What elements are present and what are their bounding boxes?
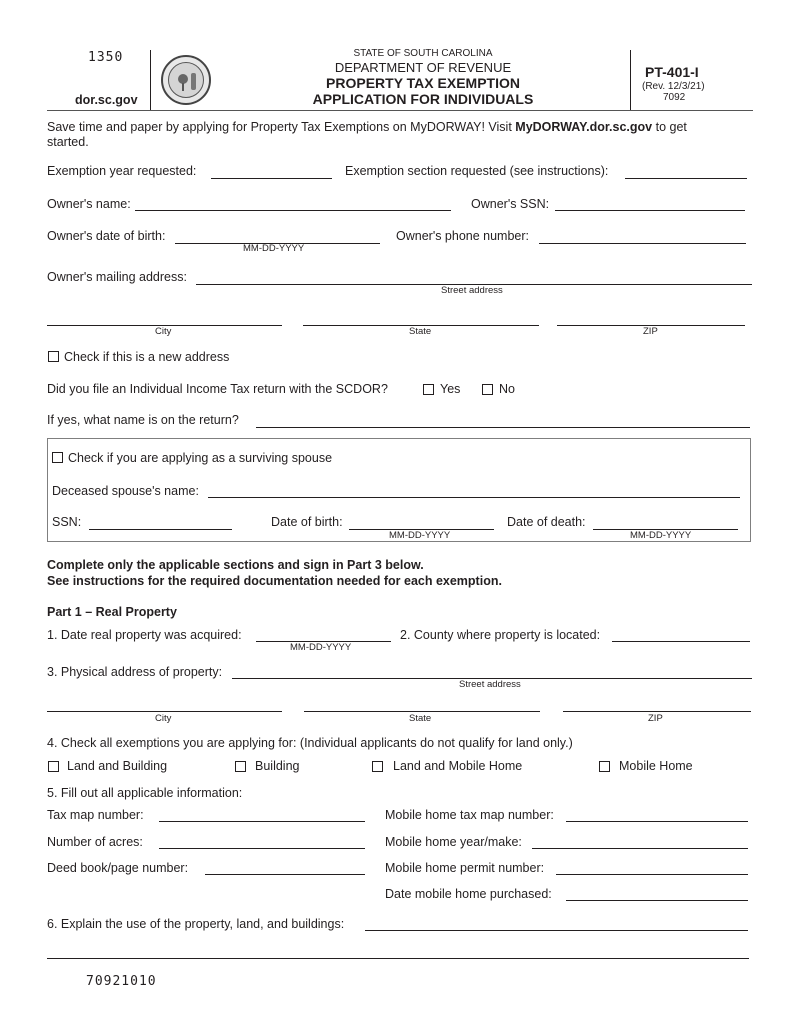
q5-label: 5. Fill out all applicable information:: [47, 786, 243, 800]
spouse-ssn-field[interactable]: [89, 529, 232, 530]
mh-year-field[interactable]: [532, 848, 748, 849]
spouse-dob-hint: MM-DD-YYYY: [389, 530, 451, 541]
q3-street-hint: Street address: [459, 679, 521, 690]
q3-state-field[interactable]: [304, 711, 540, 712]
q3-zip-hint: ZIP: [648, 713, 663, 724]
q3-city-hint: City: [155, 713, 172, 724]
mh-permit-label: Mobile home permit number:: [385, 861, 545, 875]
income-tax-no-checkbox[interactable]: [482, 384, 493, 395]
income-tax-yes-label: Yes: [440, 382, 461, 396]
mydorway-link[interactable]: MyDORWAY.dor.sc.gov: [515, 120, 653, 134]
form-title-line2: APPLICATION FOR INDIVIDUALS: [312, 91, 534, 107]
q3-label: 3. Physical address of property:: [47, 665, 223, 679]
owner-phone-field[interactable]: [539, 243, 746, 244]
building-checkbox[interactable]: [235, 761, 246, 772]
mh-purchased-field[interactable]: [566, 900, 748, 901]
mobile-home-label: Mobile Home: [619, 759, 693, 773]
owner-mailing-label: Owner's mailing address:: [47, 270, 187, 284]
mobile-home-checkbox[interactable]: [599, 761, 610, 772]
deceased-name-label: Deceased spouse's name:: [52, 484, 199, 498]
return-name-label: If yes, what name is on the return?: [47, 413, 239, 427]
header-divider-right: [630, 50, 631, 110]
part1-title: Part 1 – Real Property: [47, 605, 177, 619]
owner-dob-label: Owner's date of birth:: [47, 229, 166, 243]
form-code-bottom: 70921010: [86, 974, 157, 989]
owner-state-hint: State: [409, 326, 432, 337]
intro-text-before: Save time and paper by applying for Property Tax Exemptions on MyDORWAY! Visit: [47, 120, 516, 134]
intro-text: [47, 121, 687, 134]
form-number: PT-401-I: [645, 64, 699, 80]
q3-city-field[interactable]: [47, 711, 282, 712]
form-title-line1: PROPERTY TAX EXEMPTION: [326, 75, 520, 91]
owner-dob-hint: MM-DD-YYYY: [243, 243, 305, 254]
land-and-building-checkbox[interactable]: [48, 761, 59, 772]
spouse-dod-hint: MM-DD-YYYY: [630, 530, 692, 541]
mh-purchased-label: Date mobile home purchased:: [385, 887, 552, 901]
q6-label: 6. Explain the use of the property, land, and buildings:: [47, 917, 345, 931]
owner-name-label: Owner's name:: [47, 197, 131, 211]
header-rule: [47, 110, 753, 111]
form-revision: (Rev. 12/3/21): [642, 81, 705, 92]
acres-label: Number of acres:: [47, 835, 143, 849]
state-name: STATE OF SOUTH CAROLINA: [353, 48, 493, 59]
instructions-line1: Complete only the applicable sections and sign in Part 3 below.: [47, 558, 424, 572]
exemption-year-label: Exemption year requested:: [47, 164, 197, 178]
form-id: 7092: [663, 92, 686, 103]
intro-text-after: to get: [652, 120, 687, 134]
q1-date-hint: MM-DD-YYYY: [290, 642, 352, 653]
q1-label: 1. Date real property was acquired:: [47, 628, 242, 642]
spouse-dod-label: Date of death:: [507, 515, 586, 529]
q3-zip-field[interactable]: [563, 711, 751, 712]
income-tax-question: Did you file an Individual Income Tax return with the SCDOR?: [47, 382, 388, 396]
new-address-checkbox[interactable]: [48, 351, 59, 362]
income-tax-no-label: No: [499, 382, 515, 396]
deed-field[interactable]: [205, 874, 365, 875]
surviving-spouse-label: Check if you are applying as a surviving spouse: [68, 451, 333, 465]
building-label: Building: [255, 759, 300, 773]
spouse-dob-label: Date of birth:: [271, 515, 343, 529]
exemption-year-field[interactable]: [211, 178, 332, 179]
surviving-spouse-checkbox[interactable]: [52, 452, 63, 463]
acres-field[interactable]: [159, 848, 365, 849]
instructions-line2: See instructions for the required documentation needed for each exemption.: [47, 574, 502, 588]
q4-label: 4. Check all exemptions you are applying for: (Individual applicants do not qualify for land only.): [47, 736, 573, 750]
tax-map-field[interactable]: [159, 821, 365, 822]
state-seal-icon: [161, 55, 211, 105]
income-tax-yes-checkbox[interactable]: [423, 384, 434, 395]
deceased-name-field[interactable]: [208, 497, 740, 498]
mh-year-label: Mobile home year/make:: [385, 835, 522, 849]
form-code-top: 1350: [88, 50, 124, 65]
land-and-mobile-home-checkbox[interactable]: [372, 761, 383, 772]
exemption-section-field[interactable]: [625, 178, 747, 179]
website-label: dor.sc.gov: [75, 93, 138, 107]
spouse-ssn-label: SSN:: [52, 515, 82, 529]
exemption-section-label: Exemption section requested (see instructions):: [345, 164, 609, 178]
land-and-building-label: Land and Building: [67, 759, 168, 773]
owner-name-field[interactable]: [135, 210, 451, 211]
q6-use-field-line1[interactable]: [365, 930, 748, 931]
land-and-mobile-home-label: Land and Mobile Home: [393, 759, 523, 773]
q6-use-field-line2[interactable]: [47, 958, 749, 959]
mh-tax-map-field[interactable]: [566, 821, 748, 822]
owner-phone-label: Owner's phone number:: [396, 229, 530, 243]
q3-state-hint: State: [409, 713, 432, 724]
deed-label: Deed book/page number:: [47, 861, 189, 875]
owner-city-hint: City: [155, 326, 172, 337]
intro-text-line2: started.: [47, 135, 89, 149]
mh-tax-map-label: Mobile home tax map number:: [385, 808, 554, 822]
q2-county-field[interactable]: [612, 641, 750, 642]
q2-label: 2. County where property is located:: [400, 628, 601, 642]
owner-ssn-label: Owner's SSN:: [471, 197, 550, 211]
owner-ssn-field[interactable]: [555, 210, 745, 211]
department-name: DEPARTMENT OF REVENUE: [334, 60, 512, 75]
header-divider-left: [150, 50, 151, 110]
new-address-label: Check if this is a new address: [64, 350, 230, 364]
owner-street-hint: Street address: [441, 285, 503, 296]
tax-map-label: Tax map number:: [47, 808, 144, 822]
owner-zip-hint: ZIP: [643, 326, 658, 337]
mh-permit-field[interactable]: [556, 874, 748, 875]
return-name-field[interactable]: [256, 427, 750, 428]
